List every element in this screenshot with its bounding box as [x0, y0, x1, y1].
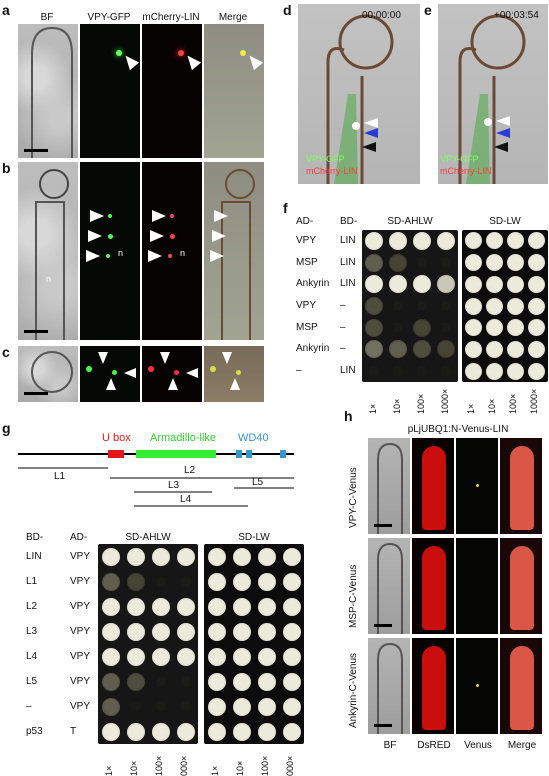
panel-c-scale-bar [24, 392, 48, 395]
fragment-label-l4: L4 [180, 494, 192, 505]
hair-outline-path [378, 444, 402, 534]
panel-g-colony-spot [127, 623, 145, 641]
panel-g-colony-spot [181, 701, 192, 712]
panel-f-plate-title-ahlw: SD-AHLW [387, 216, 433, 227]
panel-f-bd-header: BD- [340, 216, 358, 227]
panel-f-row-ad: – [296, 365, 302, 377]
panel-f-dilution-label: 1000× [440, 388, 450, 414]
panel-g-row-ad: T [70, 725, 77, 737]
panel-g-colony-spot [181, 576, 192, 587]
panel-b-gfp-image [80, 162, 140, 340]
arrowhead-blue-icon [364, 128, 378, 138]
panel-f-colony-spot [413, 319, 431, 337]
panel-h-header: pLjUBQ1:N-Venus-LIN [407, 424, 509, 435]
panel-f-colony-spot [507, 254, 524, 271]
panel-g-colony-spot [127, 598, 145, 616]
arrowhead-icon [152, 210, 166, 222]
panel-f-colony-spot [389, 275, 407, 293]
panel-g-dilution-label: 1× [210, 765, 220, 776]
panel-g-colony-spot [208, 598, 226, 616]
panel-g-colony-spot [258, 598, 276, 616]
panel-f-colony-spot [465, 254, 482, 271]
panel-g-row-bd: L3 [26, 625, 38, 637]
panel-f-colony-spot [486, 298, 503, 315]
arrowhead-white-icon [364, 118, 378, 128]
panel-d-mcherry-label: mCherry-LIN [306, 166, 358, 176]
panel-a-bf-image [18, 24, 78, 158]
panel-f-dilution-label: 10× [487, 398, 497, 414]
panel-f-colony-spot [417, 301, 428, 312]
arrowhead-black-icon [494, 142, 508, 152]
panel-g-colony-spot [127, 723, 145, 741]
hair-outline [368, 638, 410, 734]
panel-f-colony-spot [507, 341, 524, 358]
panel-a-scale-bar [24, 149, 48, 152]
panel-f-colony-spot [413, 232, 431, 250]
panel-h-scale-bar [374, 724, 392, 727]
panel-c-label: c [2, 344, 10, 360]
panel-g-plate-ahlw [98, 544, 198, 744]
panel-g-colony-spot [208, 548, 226, 566]
arrowhead-white-icon [496, 116, 510, 126]
fragment-label-l5: L5 [252, 477, 264, 488]
panel-g-colony-spot [283, 623, 301, 641]
panel-h-image-merge [500, 538, 542, 634]
panel-d-gfp-label: VPY-GFP [306, 154, 345, 164]
panel-f-row-bd: – [340, 321, 346, 333]
arrowhead-icon [150, 230, 164, 242]
panel-g-row-bd: LIN [26, 550, 42, 562]
panel-f-colony-spot [528, 254, 545, 271]
arrowhead-icon [222, 352, 232, 364]
panel-f-colony-spot [369, 366, 380, 377]
panel-f-colony-spot [465, 363, 482, 380]
panel-h-image-bf [368, 438, 410, 534]
panel-h-image-dsred [412, 638, 454, 734]
panel-g-colony-spot [283, 698, 301, 716]
panel-g-colony-spot [208, 573, 226, 591]
fragment-label-l3: L3 [168, 480, 180, 491]
panel-f-colony-spot [528, 341, 545, 358]
panel-b-label: b [2, 160, 11, 176]
panel-d-timestamp: 00:00:00 [362, 10, 401, 21]
domain-label-wd40: WD40 [238, 432, 269, 444]
panel-f-dilution-label: 10× [392, 398, 402, 414]
panel-f-colony-spot [507, 276, 524, 293]
panel-f-colony-spot [528, 276, 545, 293]
panel-f-plate-ahlw [362, 230, 458, 382]
panel-h-image-bf [368, 638, 410, 734]
panel-f-colony-spot [486, 232, 503, 249]
panel-f-colony-spot [528, 298, 545, 315]
panel-g-colony-spot [258, 548, 276, 566]
panel-g-colony-spot [177, 598, 195, 616]
panel-g-dilution-label: 100× [154, 755, 164, 776]
panel-f-row-ad: Ankyrin [296, 278, 330, 290]
panel-f-colony-spot [507, 298, 524, 315]
panel-h-row-label: VPY-C-Venus [348, 467, 359, 528]
arrowhead-icon [106, 378, 116, 390]
panel-h-column-label: Venus [464, 740, 492, 751]
panel-g-colony-spot [208, 623, 226, 641]
panel-f-colony-spot [417, 366, 428, 377]
panel-f-colony-spot [507, 319, 524, 336]
panel-g-colony-spot [127, 573, 145, 591]
panel-f-colony-spot [389, 254, 407, 272]
panel-f-colony-spot [389, 232, 407, 250]
arrowhead-icon [214, 210, 228, 222]
panel-g-row-bd: L5 [26, 675, 38, 687]
panel-f-colony-spot [465, 319, 482, 336]
panel-g-colony-spot [233, 673, 251, 691]
panel-f-dilution-label: 100× [416, 393, 426, 414]
panel-f-colony-spot [393, 301, 404, 312]
panel-g-colony-spot [258, 573, 276, 591]
panel-f-row-bd: LIN [340, 278, 356, 290]
panel-g-colony-spot [177, 623, 195, 641]
hair-outline [368, 538, 410, 634]
panel-g-dilution-label: 100× [260, 755, 270, 776]
arrowhead-blue-icon [496, 128, 510, 138]
panel-h-image-merge [500, 438, 542, 534]
arrowhead-icon [124, 368, 136, 378]
panel-g-dilution-label: 1× [104, 765, 114, 776]
panel-f-colony-spot [465, 298, 482, 315]
panel-f-colony-spot [437, 340, 455, 358]
panel-a-label: a [2, 2, 10, 18]
panel-f-colony-spot [441, 366, 452, 377]
panel-g-colony-spot [258, 698, 276, 716]
panel-g-colony-spot [152, 598, 170, 616]
panel-g-dilution-label: 000× [179, 755, 189, 776]
panel-f-colony-spot [528, 363, 545, 380]
panel-g-row-bd: p53 [26, 725, 43, 737]
hair-outline [368, 438, 410, 534]
panel-f-colony-spot [393, 322, 404, 333]
panel-g-colony-spot [152, 723, 170, 741]
panel-g-colony-spot [102, 723, 120, 741]
panel-g-row-ad: VPY [70, 675, 91, 687]
panel-g-colony-spot [177, 548, 195, 566]
panel-g-colony-spot [127, 673, 145, 691]
panel-f-colony-spot [465, 341, 482, 358]
panel-g-colony-spot [283, 723, 301, 741]
panel-f-colony-spot [417, 257, 428, 268]
panel-g-row-ad: VPY [70, 625, 91, 637]
panel-a-title-merge: Merge [218, 12, 248, 23]
panel-f-row-bd: LIN [340, 365, 356, 377]
panel-f-label: f [283, 200, 288, 216]
nucleus-label: n [46, 274, 52, 284]
arrowhead-icon [168, 378, 178, 390]
panel-g-colony-spot [208, 673, 226, 691]
venus-signal-dot [476, 484, 479, 487]
panel-g-colony-spot [208, 698, 226, 716]
panel-f-colony-spot [465, 276, 482, 293]
fragment-label-l2: L2 [184, 465, 196, 476]
panel-f-row-ad: MSP [296, 321, 318, 333]
panel-g-colony-spot [177, 723, 195, 741]
panel-g-dilution-label: 10× [129, 760, 139, 776]
panel-g-colony-spot [283, 673, 301, 691]
panel-g-colony-spot [208, 723, 226, 741]
panel-f-colony-spot [486, 254, 503, 271]
panel-g-colony-spot [127, 648, 145, 666]
panel-f-row-ad: VPY [296, 234, 317, 246]
arrowhead-icon [121, 52, 139, 70]
panel-g-colony-spot [258, 673, 276, 691]
panel-g-row-ad: VPY [70, 600, 91, 612]
panel-f-colony-spot [528, 232, 545, 249]
panel-g-plate-lw [204, 544, 304, 744]
arrowhead-black-icon [362, 142, 376, 152]
panel-f-colony-spot [413, 340, 431, 358]
panel-c-gfp-image [80, 346, 140, 402]
panel-g-colony-spot [233, 698, 251, 716]
panel-f-colony-spot [507, 232, 524, 249]
venus-signal-dot [476, 684, 479, 687]
panel-b-scale-bar [24, 330, 48, 333]
panel-g-colony-spot [208, 648, 226, 666]
domain-label-armadillo: Armadillo-like [150, 432, 217, 444]
panel-b-mcherry-image [142, 162, 202, 340]
panel-h-image-dsred [412, 538, 454, 634]
panel-g-colony-spot [181, 676, 192, 687]
panel-h-image-dsred [412, 438, 454, 534]
panel-g-colony-spot [258, 723, 276, 741]
panel-f-plate-lw [462, 230, 548, 382]
panel-g-label: g [2, 420, 11, 436]
panel-h-column-label: DsRED [417, 740, 451, 751]
cell-signal-shape [422, 546, 446, 630]
panel-g-row-bd: L2 [26, 600, 38, 612]
panel-g-colony-spot [233, 723, 251, 741]
panel-f-plate-title-lw: SD-LW [489, 216, 521, 227]
panel-c-merge-image [204, 346, 264, 402]
cell-signal-shape [510, 646, 534, 730]
panel-g-colony-spot [156, 701, 167, 712]
panel-g-colony-spot [102, 673, 120, 691]
panel-g-colony-spot [283, 648, 301, 666]
arrowhead-icon [186, 368, 198, 378]
panel-e-timestamp: +00:03:54 [494, 10, 539, 21]
nucleus-label: n [180, 248, 186, 258]
hair-outline-path [378, 644, 402, 734]
panel-f-row-bd: LIN [340, 234, 356, 246]
panel-g-colony-spot [152, 548, 170, 566]
panel-f-colony-spot [441, 301, 452, 312]
panel-g-colony-spot [177, 648, 195, 666]
panel-g-colony-spot [283, 548, 301, 566]
panel-g-row-bd: L4 [26, 650, 38, 662]
panel-f-colony-spot [437, 275, 455, 293]
panel-f-row-ad: MSP [296, 256, 318, 268]
panel-f-colony-spot [465, 232, 482, 249]
panel-f-colony-spot [441, 322, 452, 333]
arrowhead-icon [245, 52, 263, 70]
panel-f-colony-spot [437, 232, 455, 250]
panel-g-colony-spot [102, 598, 120, 616]
panel-g-colony-spot [233, 648, 251, 666]
fragment-label-l1: L1 [54, 471, 66, 482]
panel-h-image-merge [500, 638, 542, 734]
panel-g-row-ad: VPY [70, 575, 91, 587]
cell-signal-shape [510, 446, 534, 530]
panel-d-label: d [283, 2, 292, 18]
panel-a-title-gfp: VPY-GFP [87, 12, 131, 23]
panel-f-dilution-label: 1000× [529, 388, 539, 414]
panel-g-colony-spot [152, 648, 170, 666]
panel-a-merge-image [204, 24, 264, 158]
panel-g-plate-title-lw: SD-LW [238, 532, 270, 543]
arrowhead-icon [160, 352, 170, 364]
panel-h-label: h [344, 408, 353, 424]
panel-f-colony-spot [365, 319, 383, 337]
panel-h-column-label: Merge [507, 740, 537, 751]
panel-f-colony-spot [365, 340, 383, 358]
panel-g-colony-spot [102, 573, 120, 591]
arrowhead-icon [148, 250, 162, 262]
panel-h-image-venus [456, 438, 498, 534]
panel-f-colony-spot [486, 341, 503, 358]
panel-f-colony-spot [486, 276, 503, 293]
arrowhead-icon [212, 230, 226, 242]
panel-g-colony-spot [233, 573, 251, 591]
panel-g-colony-spot [258, 648, 276, 666]
panel-f-colony-spot [389, 340, 407, 358]
panel-f-row-ad: VPY [296, 300, 317, 311]
arrowhead-icon [210, 250, 224, 262]
panel-g-colony-spot [233, 623, 251, 641]
panel-g-colony-spot [258, 623, 276, 641]
panel-h-image-venus [456, 538, 498, 634]
panel-f-dilution-label: 1× [368, 403, 378, 414]
panel-a-title-bf: BF [40, 12, 54, 23]
cell-signal-shape [422, 446, 446, 530]
panel-h-column-label: BF [383, 740, 397, 751]
panel-g-colony-spot [127, 548, 145, 566]
panel-h-scale-bar [374, 624, 392, 627]
panel-f-row-bd: – [340, 343, 346, 355]
panel-f-row-bd: LIN [340, 256, 356, 268]
panel-h-image-venus [456, 638, 498, 734]
panel-g-colony-spot [102, 698, 120, 716]
panel-f-colony-spot [365, 275, 383, 293]
panel-f-row-bd: – [340, 300, 346, 311]
panel-g-dilution-label: 000× [285, 755, 295, 776]
panel-h-row-label: Ankyrin-C-Venus [348, 652, 359, 728]
panel-g-colony-spot [152, 623, 170, 641]
panel-h-image-bf [368, 538, 410, 634]
panel-g-row-bd: – [26, 700, 32, 712]
panel-e-label: e [424, 2, 432, 18]
panel-f-colony-spot [413, 275, 431, 293]
panel-a-mcherry-image [142, 24, 202, 158]
arrowhead-icon [90, 210, 104, 222]
arrowhead-icon [230, 378, 240, 390]
panel-g-row-ad: VPY [70, 650, 91, 662]
panel-g-colony-spot [102, 623, 120, 641]
panel-f-colony-spot [486, 319, 503, 336]
panel-e-gfp-label: VPY-GFP [440, 154, 479, 164]
panel-g-colony-spot [102, 548, 120, 566]
panel-h-scale-bar [374, 524, 392, 527]
panel-f-dilution-label: 100× [508, 393, 518, 414]
panel-g-colony-spot [102, 648, 120, 666]
panel-f-colony-spot [507, 363, 524, 380]
panel-g-plate-title-ahlw: SD-AHLW [125, 532, 171, 543]
panel-b-merge-image [204, 162, 264, 340]
hair-outline-path [378, 544, 402, 634]
panel-g-colony-spot [233, 598, 251, 616]
domain-label-ubox: U box [102, 432, 131, 444]
panel-a-gfp-image [80, 24, 140, 158]
panel-f-colony-spot [528, 319, 545, 336]
panel-f-colony-spot [365, 297, 383, 315]
arrowhead-icon [86, 250, 100, 262]
panel-g-colony-spot [233, 548, 251, 566]
panel-f-colony-spot [441, 257, 452, 268]
panel-g-dilution-label: 10× [235, 760, 245, 776]
panel-f-dilution-label: 1× [466, 403, 476, 414]
panel-h-row-label: MSP-C-Venus [348, 564, 359, 628]
cell-signal-shape [510, 546, 534, 630]
panel-g-colony-spot [156, 576, 167, 587]
panel-g-row-ad: VPY [70, 550, 91, 562]
panel-e-image [438, 4, 548, 184]
panel-g-row-ad: VPY [70, 700, 91, 712]
panel-d-image [298, 4, 420, 184]
panel-c-mcherry-image [142, 346, 202, 402]
arrowhead-icon [183, 52, 201, 70]
panel-g-bd-header: BD- [26, 532, 44, 543]
panel-f-colony-spot [393, 366, 404, 377]
panel-e-mcherry-label: mCherry-LIN [440, 166, 492, 176]
arrowhead-icon [98, 352, 108, 364]
nucleus-label: n [118, 248, 124, 258]
panel-g-colony-spot [283, 598, 301, 616]
panel-f-colony-spot [486, 363, 503, 380]
panel-f-colony-spot [365, 232, 383, 250]
cell-signal-shape [422, 646, 446, 730]
panel-g-colony-spot [283, 573, 301, 591]
panel-f-colony-spot [365, 254, 383, 272]
panel-g-colony-spot [131, 701, 142, 712]
panel-f-row-ad: Ankyrin [296, 343, 330, 355]
arrowhead-icon [88, 230, 102, 242]
panel-g-colony-spot [156, 676, 167, 687]
panel-f-ad-header: AD- [296, 216, 314, 227]
panel-g-ad-header: AD- [70, 532, 88, 543]
panel-b-bf-image [18, 162, 78, 340]
panel-g-row-bd: L1 [26, 575, 38, 587]
panel-a-title-mcherry: mCherry-LIN [142, 12, 200, 23]
